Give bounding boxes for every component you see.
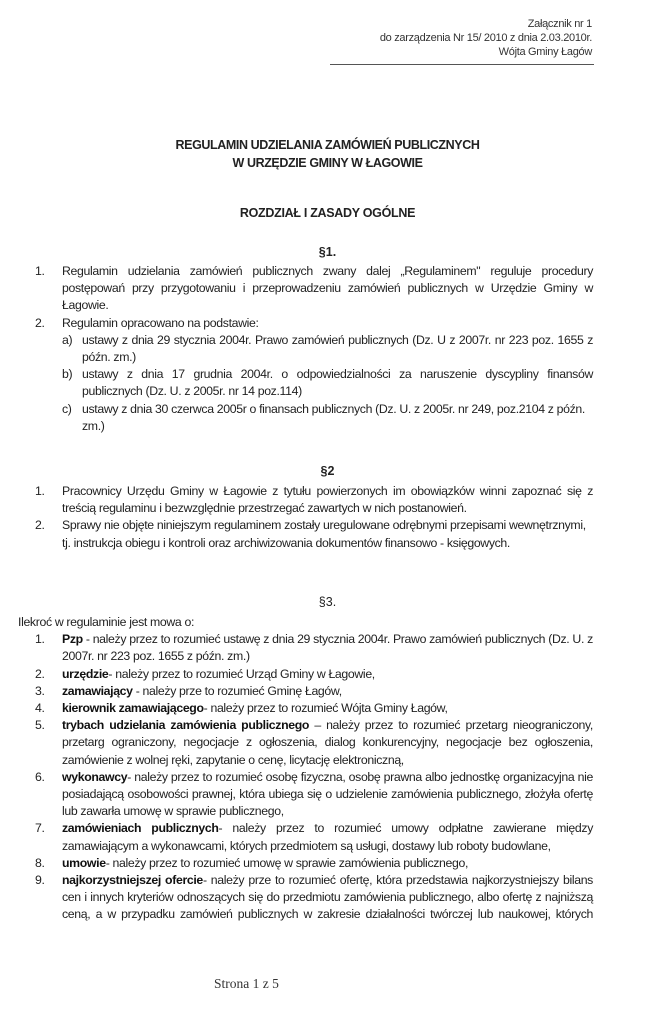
subitem-label: c) [62, 401, 72, 416]
defined-term: urzędzie [62, 666, 109, 681]
definition-item [0, 872, 655, 924]
defined-term: kierownik zamawiającego [62, 701, 204, 716]
section-3-intro: Ilekroć w regulaminie jest mowa o: [18, 615, 195, 629]
section-2-item-1 [0, 483, 655, 517]
definition-text: - należy przez to rozumieć Urząd Gminy w Łagowie, [108, 666, 375, 681]
definition-item [0, 666, 655, 683]
definition-text: - należy przez to rozumieć Wójta Gminy Łagów, [203, 701, 448, 716]
definition-item [0, 631, 655, 665]
definition-text: - należy przez to rozumieć ustawę z dnia 29 stycznia 2004r. Prawo zamówień publicznych (Dz. U. z 2007r. nr 223 poz. 1655 z późn. zm.) [62, 632, 593, 664]
section-1-subitem-c [0, 401, 655, 435]
definition-item [0, 855, 655, 872]
item-text: Regulamin udzielania zamówień publicznych zwany dalej „Regulaminem" reguluje procedury postępowań przy przygotowaniu i przeprowadzeniu zamówień publicznych w Urzędzie Gminy w Łagowie. [62, 264, 593, 313]
section-2 [0, 483, 655, 552]
section-1-item-2 [0, 315, 655, 332]
section-1 [0, 263, 655, 435]
item-number: 2. [35, 518, 45, 533]
defined-term: najkorzystniejszej ofercie [62, 873, 203, 888]
defined-term: wykonawcy [62, 769, 128, 784]
subitem-label: b) [62, 367, 73, 382]
definition-text: - należy przez to rozumieć umowę w sprawie zamówienia publicznego, [105, 855, 469, 870]
item-number: 1. [35, 484, 45, 498]
definition-item [0, 683, 655, 700]
page-number-footer: Strona 1 z 5 [214, 976, 279, 991]
section-3 [0, 614, 655, 924]
section-1-subitem-a [0, 332, 655, 366]
item-number: 1. [35, 264, 45, 278]
subitem-text: ustawy z dnia 17 grudnia 2004r. o odpowiedzialności za naruszenie dyscypliny finansów publicznych (Dz. U. z 2005r. nr 14 poz.114) [82, 367, 593, 399]
annex-line-1: Załącznik nr 1 [527, 18, 592, 30]
item-number: 6. [35, 769, 45, 784]
item-number: 3. [35, 683, 45, 698]
definition-text: - należy prze to rozumieć ofertę, która przedstawia najkorzystniejszy bilans cen i innych kryteriów odnoszących się do przedmiotu zamówienia publicznego, albo ofertę z najniższą ceną, a w przypadku zamówień publicznych w zakresie działalności twórczej lub naukowej, których [62, 873, 593, 922]
document-title [0, 136, 655, 172]
item-number: 4. [35, 701, 45, 716]
subitem-text: ustawy z dnia 29 stycznia 2004r. Prawo zamówień publicznych (Dz. U z 2007r. nr 223 poz. 1655 z późn. zm.) [82, 332, 593, 365]
defined-term: umowie [62, 855, 106, 870]
item-number: 2. [35, 315, 45, 330]
subitem-label: a) [62, 332, 73, 347]
chapter-heading: ROZDZIAŁ I ZASADY OGÓLNE [239, 206, 416, 220]
subitem-text: ustawy z dnia 30 czerwca 2005r o finansach publicznych (Dz. U. z 2005r. nr 249, poz.2104 z późn. zm.) [82, 401, 585, 433]
item-number: 1. [35, 632, 45, 647]
item-number: 8. [35, 855, 45, 870]
item-number: 2. [35, 666, 45, 681]
item-text: Sprawy nie objęte niniejszym regulaminem zostały uregulowane odrębnymi przepisami wewnętrznymi, tj. instrukcja obiegu i kontroli oraz archiwizowania dokumentów finansowo - księgowych. [62, 518, 586, 550]
section-1-subitem-b [0, 366, 655, 400]
defined-term: zamówieniach publicznych [62, 821, 219, 836]
title-line-2: W URZĘDZIE GMINY W ŁAGOWIE [232, 156, 423, 170]
item-number: 5. [35, 718, 45, 733]
annex-divider [330, 64, 594, 65]
defined-term: zamawiający [62, 683, 133, 698]
defined-term: trybach udzielania zamówienia publicznego [62, 718, 310, 733]
annex-header [380, 17, 592, 59]
definition-item [0, 820, 655, 854]
section-1-heading: §1. [318, 245, 337, 259]
item-number: 9. [35, 873, 45, 888]
definition-item [0, 769, 655, 821]
definition-text: - należy przez to rozumieć umowy odpłatne zawierane między zamawiającym a wykonawcami, których przedmiotem są usługi, dostawy lub roboty budowlane, [62, 821, 594, 853]
annex-line-3: Wójta Gminy Łagów [498, 46, 592, 58]
title-line-1: REGULAMIN UDZIELANIA ZAMÓWIEŃ PUBLICZNYCH [175, 138, 480, 152]
annex-line-2: do zarządzenia Nr 15/ 2010 z dnia 2.03.2010r. [379, 32, 592, 44]
section-2-item-2 [0, 517, 655, 551]
section-3-heading: §3. [318, 595, 337, 609]
section-2-heading: §2 [320, 464, 335, 478]
section-1-item-1 [0, 263, 655, 315]
item-text: Regulamin opracowano na podstawie: [62, 315, 259, 330]
item-number: 7. [35, 821, 45, 836]
definition-text: - należy przez to rozumieć osobę fizyczna, osobę prawna albo jednostkę organizacyjna nie posiadającą osobowości prawnej, która ubiega się o udzielenie zamówienia publicznego, złożyła ofertę lub zawarła umowę w sprawie publicznego, [62, 769, 593, 819]
definition-item [0, 717, 655, 769]
item-text: Pracownicy Urzędu Gminy w Łagowie z tytułu powierzonych im obowiązków winni zapoznać się z treścią regulaminu i bezwzględnie przestrzegać zawartych w nich postanowień. [62, 484, 593, 516]
defined-term: Pzp [62, 632, 83, 647]
definition-item [0, 700, 655, 717]
definition-text: – należy przez to rozumieć przetarg nieograniczony, przetarg ograniczony, negocjacje z ogłoszenia, dialog konkurencyjny, negocjacje bez ogłoszenia, zamówienie z wolnej ręki, zapytanie o cenę, licytację elektroniczną, [62, 718, 593, 767]
definition-text: - należy prze to rozumieć Gminę Łagów, [132, 683, 342, 698]
